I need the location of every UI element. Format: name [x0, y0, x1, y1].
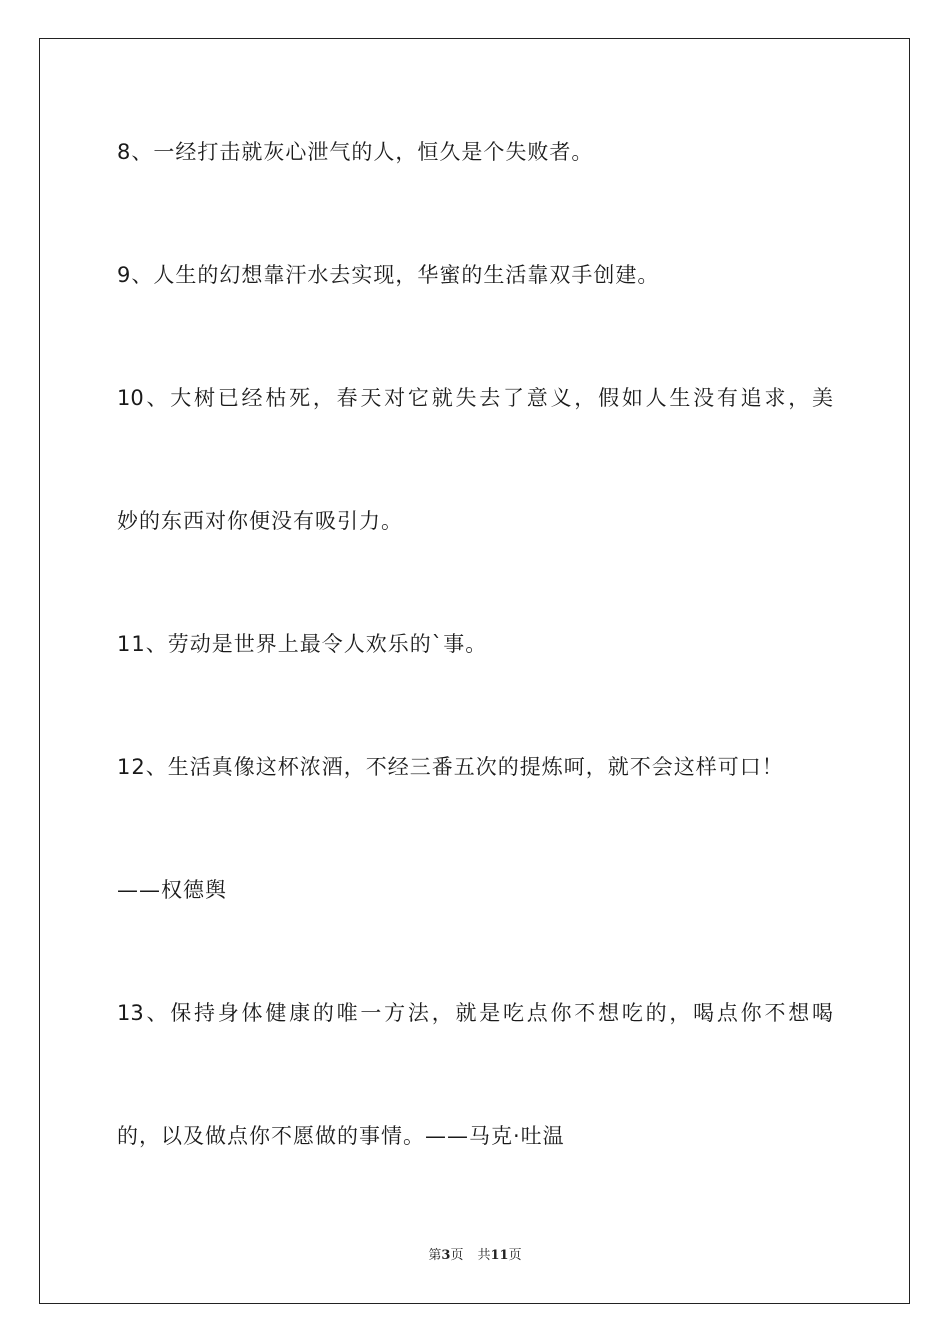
- quote-12: 12、生活真像这杯浓酒，不经三番五次的提炼呵，就不会这样可口！: [117, 755, 784, 779]
- quote-12-attribution: ——权德舆: [117, 878, 227, 902]
- quote-10-line-2: 妙的东西对你便没有吸引力。: [117, 509, 403, 533]
- footer-page-prefix: 第: [428, 1248, 442, 1263]
- footer-total-prefix: 共: [477, 1248, 491, 1263]
- quote-9: 9、人生的幻想靠汗水去实现，华蜜的生活靠双手创建。: [117, 263, 660, 287]
- quote-10-line-1: 10、大树已经枯死，春天对它就失去了意义，假如人生没有追求，美: [117, 386, 833, 410]
- page-border: [39, 38, 910, 1304]
- quote-8: 8、一经打击就灰心泄气的人，恒久是个失败者。: [117, 140, 594, 164]
- quote-13-line-1: 13、保持身体健康的唯一方法，就是吃点你不想吃的，喝点你不想喝: [117, 1001, 833, 1025]
- quote-11: 11、劳动是世界上最令人欢乐的`事。: [117, 632, 488, 656]
- footer-page-number: 3: [441, 1248, 451, 1263]
- quote-13-line-2: 的，以及做点你不愿做的事情。——马克·吐温: [117, 1124, 565, 1148]
- footer-page-suffix: 页: [450, 1248, 464, 1263]
- footer-total-suffix: 页: [508, 1248, 522, 1263]
- footer-total-number: 11: [490, 1248, 509, 1263]
- page-footer: [0, 1247, 950, 1265]
